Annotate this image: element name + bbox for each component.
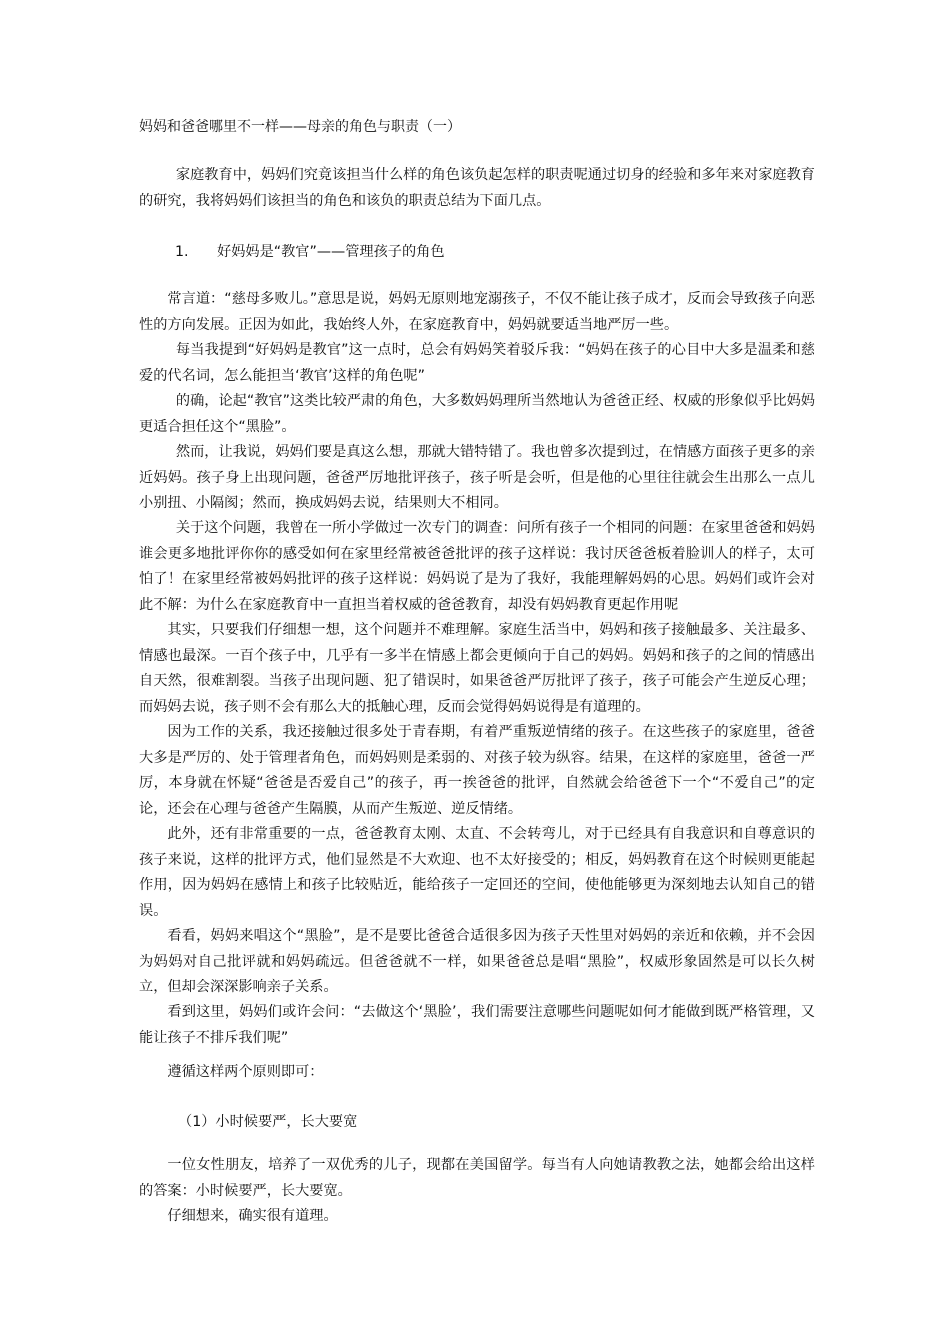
body-paragraph: 此外，还有非常重要的一点，爸爸教育太刚、太直、不会转弯儿，对于已经具有自我意识和自尊意识的孩子来说，这样的批评方式，他们显然是不大欢迎、也不太好接受的；相反，妈妈教育在这个时候则更能起作用，因为妈妈在感情上和孩子比较贴近，能给孩子一定回还的空间，使他能够更为深刻地去认知自己的错误。 xyxy=(139,826,815,919)
body-paragraph: 每当我提到“好妈妈是教官”这一点时，总会有妈妈笑着驳斥我：“妈妈在孩子的心目中大多是温柔和慈爱的代名词，怎么能担当‘教官’这样的角色呢” xyxy=(139,342,815,384)
body-paragraph: 的确，论起“教官”这类比较严肃的角色，大多数妈妈理所当然地认为爸爸正经、权威的形象似乎比妈妈更适合担任这个“黑脸”。 xyxy=(139,393,815,435)
body-paragraph: 一位女性朋友，培养了一双优秀的儿子，现都在美国留学。每当有人向她请教教之法，她都会给出这样的答案：小时候要严，长大要宽。 xyxy=(139,1157,815,1199)
body-paragraph: 看到这里，妈妈们或许会问：“去做这个‘黑脸’，我们需要注意哪些问题呢如何才能做到既严格管理，又能让孩子不排斥我们呢” xyxy=(139,1004,815,1046)
body-paragraph: 关于这个问题，我曾在一所小学做过一次专门的调查：问所有孩子一个相同的问题：在家里爸爸和妈妈谁会更多地批评你你的感受如何在家里经常被爸爸批评的孩子这样说：我讨厌爸爸板着脸训人的样子，太可怕了！在家里经常被妈妈批评的孩子这样说：妈妈说了是为了我好，我能理解妈妈的心思。妈妈们或许会对此不解：为什么在家庭教育中一直担当着权威的爸爸教育，却没有妈妈教育更起作用呢 xyxy=(139,520,815,613)
body-paragraph: 仔细想来，确实很有道理。 xyxy=(167,1208,338,1224)
document-title: 妈妈和爸爸哪里不一样——母亲的角色与职责（一） xyxy=(139,119,461,135)
body-paragraph: 然而，让我说，妈妈们要是真这么想，那就大错特错了。我也曾多次提到过，在情感方面孩子更多的亲近妈妈。孩子身上出现问题，爸爸严厉地批评孩子，孩子听是会听，但是他的心里往往就会生出那么一点儿小别扭、小隔阂；然而，换成妈妈去说，结果则大不相同。 xyxy=(139,444,815,511)
body-paragraph: 遵循这样两个原则即可： xyxy=(167,1064,324,1080)
body-paragraph: 看看，妈妈来唱这个“黑脸”，是不是要比爸爸合适很多因为孩子天性里对妈妈的亲近和依赖，并不会因为妈妈对自己批评就和妈妈疏远。但爸爸就不一样，如果爸爸总是唱“黑脸”，权威形象固然是可以长久树立，但却会深深影响亲子关系。 xyxy=(139,928,815,995)
section-heading xyxy=(175,242,445,262)
section-heading-text: 好妈妈是“教官”——管理孩子的角色 xyxy=(217,244,445,260)
body-paragraph: 常言道：“慈母多败儿。”意思是说，妈妈无原则地宠溺孩子，不仅不能让孩子成才，反而会导致孩子向恶性的方向发展。正因为如此，我始终人外，在家庭教育中，妈妈就要适当地严厉一些。 xyxy=(139,291,815,333)
subsection-heading: （1）小时候要严，长大要宽 xyxy=(178,1114,358,1130)
section-number: 1. xyxy=(175,244,189,260)
body-paragraph: 其实，只要我们仔细想一想，这个问题并不难理解。家庭生活当中，妈妈和孩子接触最多、关注最多、情感也最深。一百个孩子中，几乎有一多半在情感上都会更倾向于自己的妈妈。妈妈和孩子的之间的情感出自天然，很难割裂。当孩子出现问题、犯了错误时，如果爸爸严厉批评了孩子，孩子可能会产生逆反心理；而妈妈去说，孩子则不会有那么大的抵触心理，反而会觉得妈妈说得是有道理的。 xyxy=(139,622,815,715)
intro-paragraph: 家庭教育中，妈妈们究竟该担当什么样的角色该负起怎样的职责呢通过切身的经验和多年来对家庭教育的研究，我将妈妈们该担当的角色和该负的职责总结为下面几点。 xyxy=(139,167,815,209)
body-paragraph: 因为工作的关系，我还接触过很多处于青春期，有着严重叛逆情绪的孩子。在这些孩子的家庭里，爸爸大多是严厉的、处于管理者角色，而妈妈则是柔弱的、对孩子较为纵容。结果，在这样的家庭里，爸爸一严厉，本身就在怀疑“爸爸是否爱自己”的孩子，再一挨爸爸的批评，自然就会给爸爸下一个“不爱自己”的定论，还会在心理与爸爸产生隔膜，从而产生叛逆、逆反情绪。 xyxy=(139,724,815,817)
